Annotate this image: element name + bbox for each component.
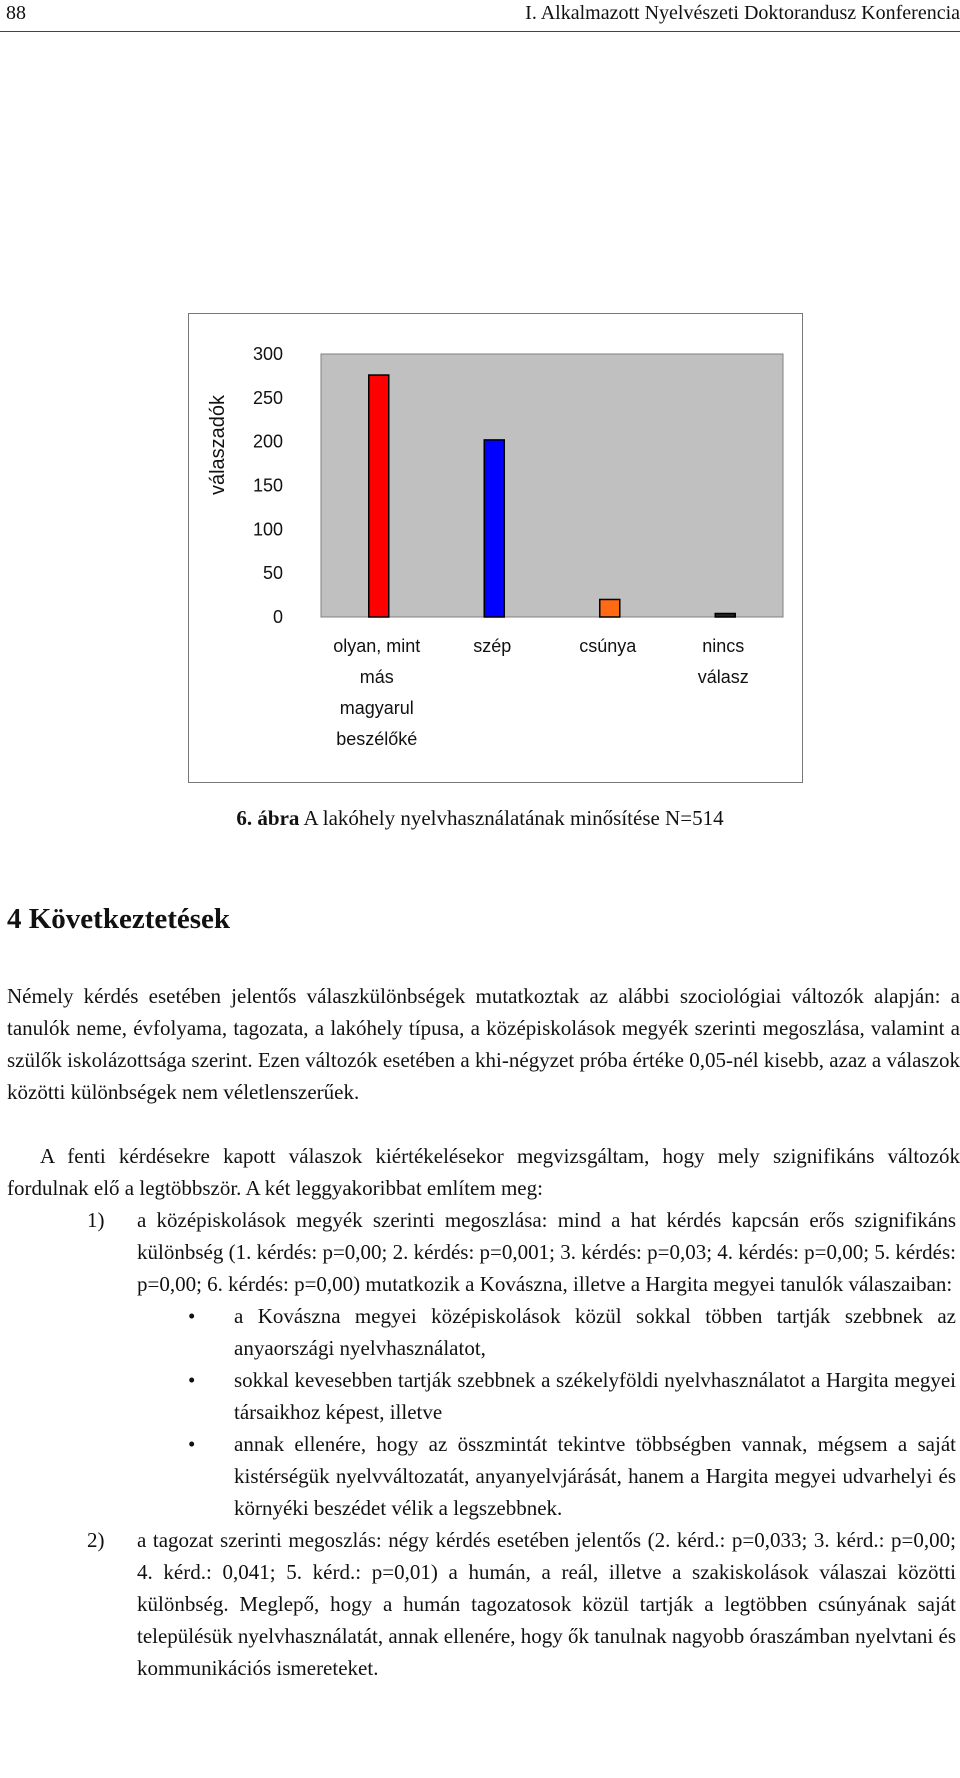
y-axis-label: válaszadók bbox=[207, 394, 229, 496]
bullet-icon: • bbox=[188, 1432, 196, 1456]
bar bbox=[484, 440, 504, 617]
list-item-1 bbox=[0, 1204, 960, 1300]
y-tick-label: 50 bbox=[262, 563, 283, 584]
x-tick-label: beszélőké bbox=[336, 729, 418, 749]
bullet-item bbox=[188, 1300, 956, 1364]
y-tick-label: 150 bbox=[252, 475, 283, 496]
y-tick-label: 250 bbox=[252, 387, 283, 408]
x-tick-label: más bbox=[359, 667, 394, 687]
bullet-icon: • bbox=[188, 1304, 196, 1328]
y-tick-label: 0 bbox=[272, 607, 283, 627]
x-tick-label: magyarul bbox=[339, 698, 414, 718]
plot-area bbox=[321, 354, 783, 617]
bar bbox=[369, 375, 389, 617]
y-tick-label: 200 bbox=[252, 431, 283, 452]
list-marker-1: 1) bbox=[87, 1208, 105, 1232]
paragraph-2-block bbox=[7, 1140, 960, 1204]
chart-frame bbox=[188, 313, 803, 783]
paragraph-2: A fenti kérdésekre kapott válaszok kiértékelésekor megvizsgáltam, hogy mely szignifikáns változók fordulnak elő a legtöbbször. A két leggyakoribbat említem meg: bbox=[7, 1144, 960, 1200]
bullet-text: annak ellenére, hogy az összmintát tekintve többségben vannak, mégsem a saját kistérségük nyelvváltozatát, anyanyelvjárását, hanem a Hargita megyei udvarhelyi és környéki beszédet vélik a legszebbnek. bbox=[234, 1432, 956, 1520]
list-item-2-text: a tagozat szerinti megoszlás: négy kérdés esetében jelentős (2. kérd.: p=0,033; 3. kérd.: p=0,00; 4. kérd.: 0,041; 5. kérd.: p=0,01) a humán, a reál, illetve a szakiskolások válaszai közötti különbség. Meglepő, hogy a humán tagozatosok közül tartják a legtöbben csúnyának saját településük nyelvhasználatát, annak ellenére, hogy ők tanulnak nagyobb óraszámban nyelvtani és kommunikációs ismereteket. bbox=[137, 1528, 956, 1680]
page-header bbox=[6, 0, 960, 30]
numbered-list bbox=[0, 1204, 960, 1684]
bar-chart bbox=[189, 314, 802, 782]
bar bbox=[600, 599, 620, 617]
x-tick-label: olyan, mint bbox=[333, 636, 421, 656]
figure-caption bbox=[0, 806, 960, 831]
section-title: 4 Következtetések bbox=[7, 903, 231, 935]
bullet-text: a Kovászna megyei középiskolások közül sokkal többen tartják szebbnek az anyaországi nyelvhasználatot, bbox=[234, 1304, 956, 1360]
figure-label: 6. ábra bbox=[236, 806, 300, 830]
bar bbox=[715, 613, 735, 617]
running-title: I. Alkalmazott Nyelvészeti Doktorandusz Konferencia bbox=[525, 2, 960, 24]
header-rule bbox=[0, 31, 960, 32]
x-tick-label: csúnya bbox=[579, 636, 637, 656]
bullet-item bbox=[188, 1428, 956, 1524]
bullet-item bbox=[188, 1364, 956, 1428]
figure-caption-text: A lakóhely nyelvhasználatának minősítése N=514 bbox=[299, 806, 724, 830]
y-tick-label: 300 bbox=[252, 344, 283, 364]
y-tick-label: 100 bbox=[252, 519, 283, 540]
list-marker-2: 2) bbox=[87, 1528, 105, 1552]
page-number: 88 bbox=[6, 2, 26, 24]
bullet-list bbox=[0, 1300, 960, 1524]
bullet-icon: • bbox=[188, 1368, 196, 1392]
bullet-text: sokkal kevesebben tartják szebbnek a székelyföldi nyelvhasználatot a Hargita megyei társaikhoz képest, illetve bbox=[234, 1368, 956, 1424]
paragraph-1: Némely kérdés esetében jelentős válaszkülönbségek mutatkoztak az alábbi szociológiai változók alapján: a tanulók neme, évfolyama, tagozata, a lakóhely típusa, a középiskolások megyék szerinti megoszlása, valamint a szülők iskolázottsága szerint. Ezen változók esetében a khi-négyzet próba értéke 0,05-nél kisebb, azaz a válaszok közötti különbségek nem véletlenszerűek. bbox=[7, 984, 960, 1104]
paragraph-1-block bbox=[7, 980, 960, 1108]
x-tick-label: válasz bbox=[697, 667, 749, 687]
x-tick-label: szép bbox=[473, 636, 512, 656]
x-tick-label: nincs bbox=[702, 636, 745, 656]
list-item-2 bbox=[0, 1524, 960, 1684]
list-item-1-text: a középiskolások megyék szerinti megoszlása: mind a hat kérdés kapcsán erős szignifikáns különbség (1. kérdés: p=0,00; 2. kérdés: p=0,001; 3. kérdés: p=0,03; 4. kérdés: p=0,00; 5. kérdés: p=0,00; 6. kérdés: p=0,00) mutatkozik a Kovászna, illetve a Hargita megyei tanulók válaszaiban: bbox=[137, 1208, 956, 1296]
